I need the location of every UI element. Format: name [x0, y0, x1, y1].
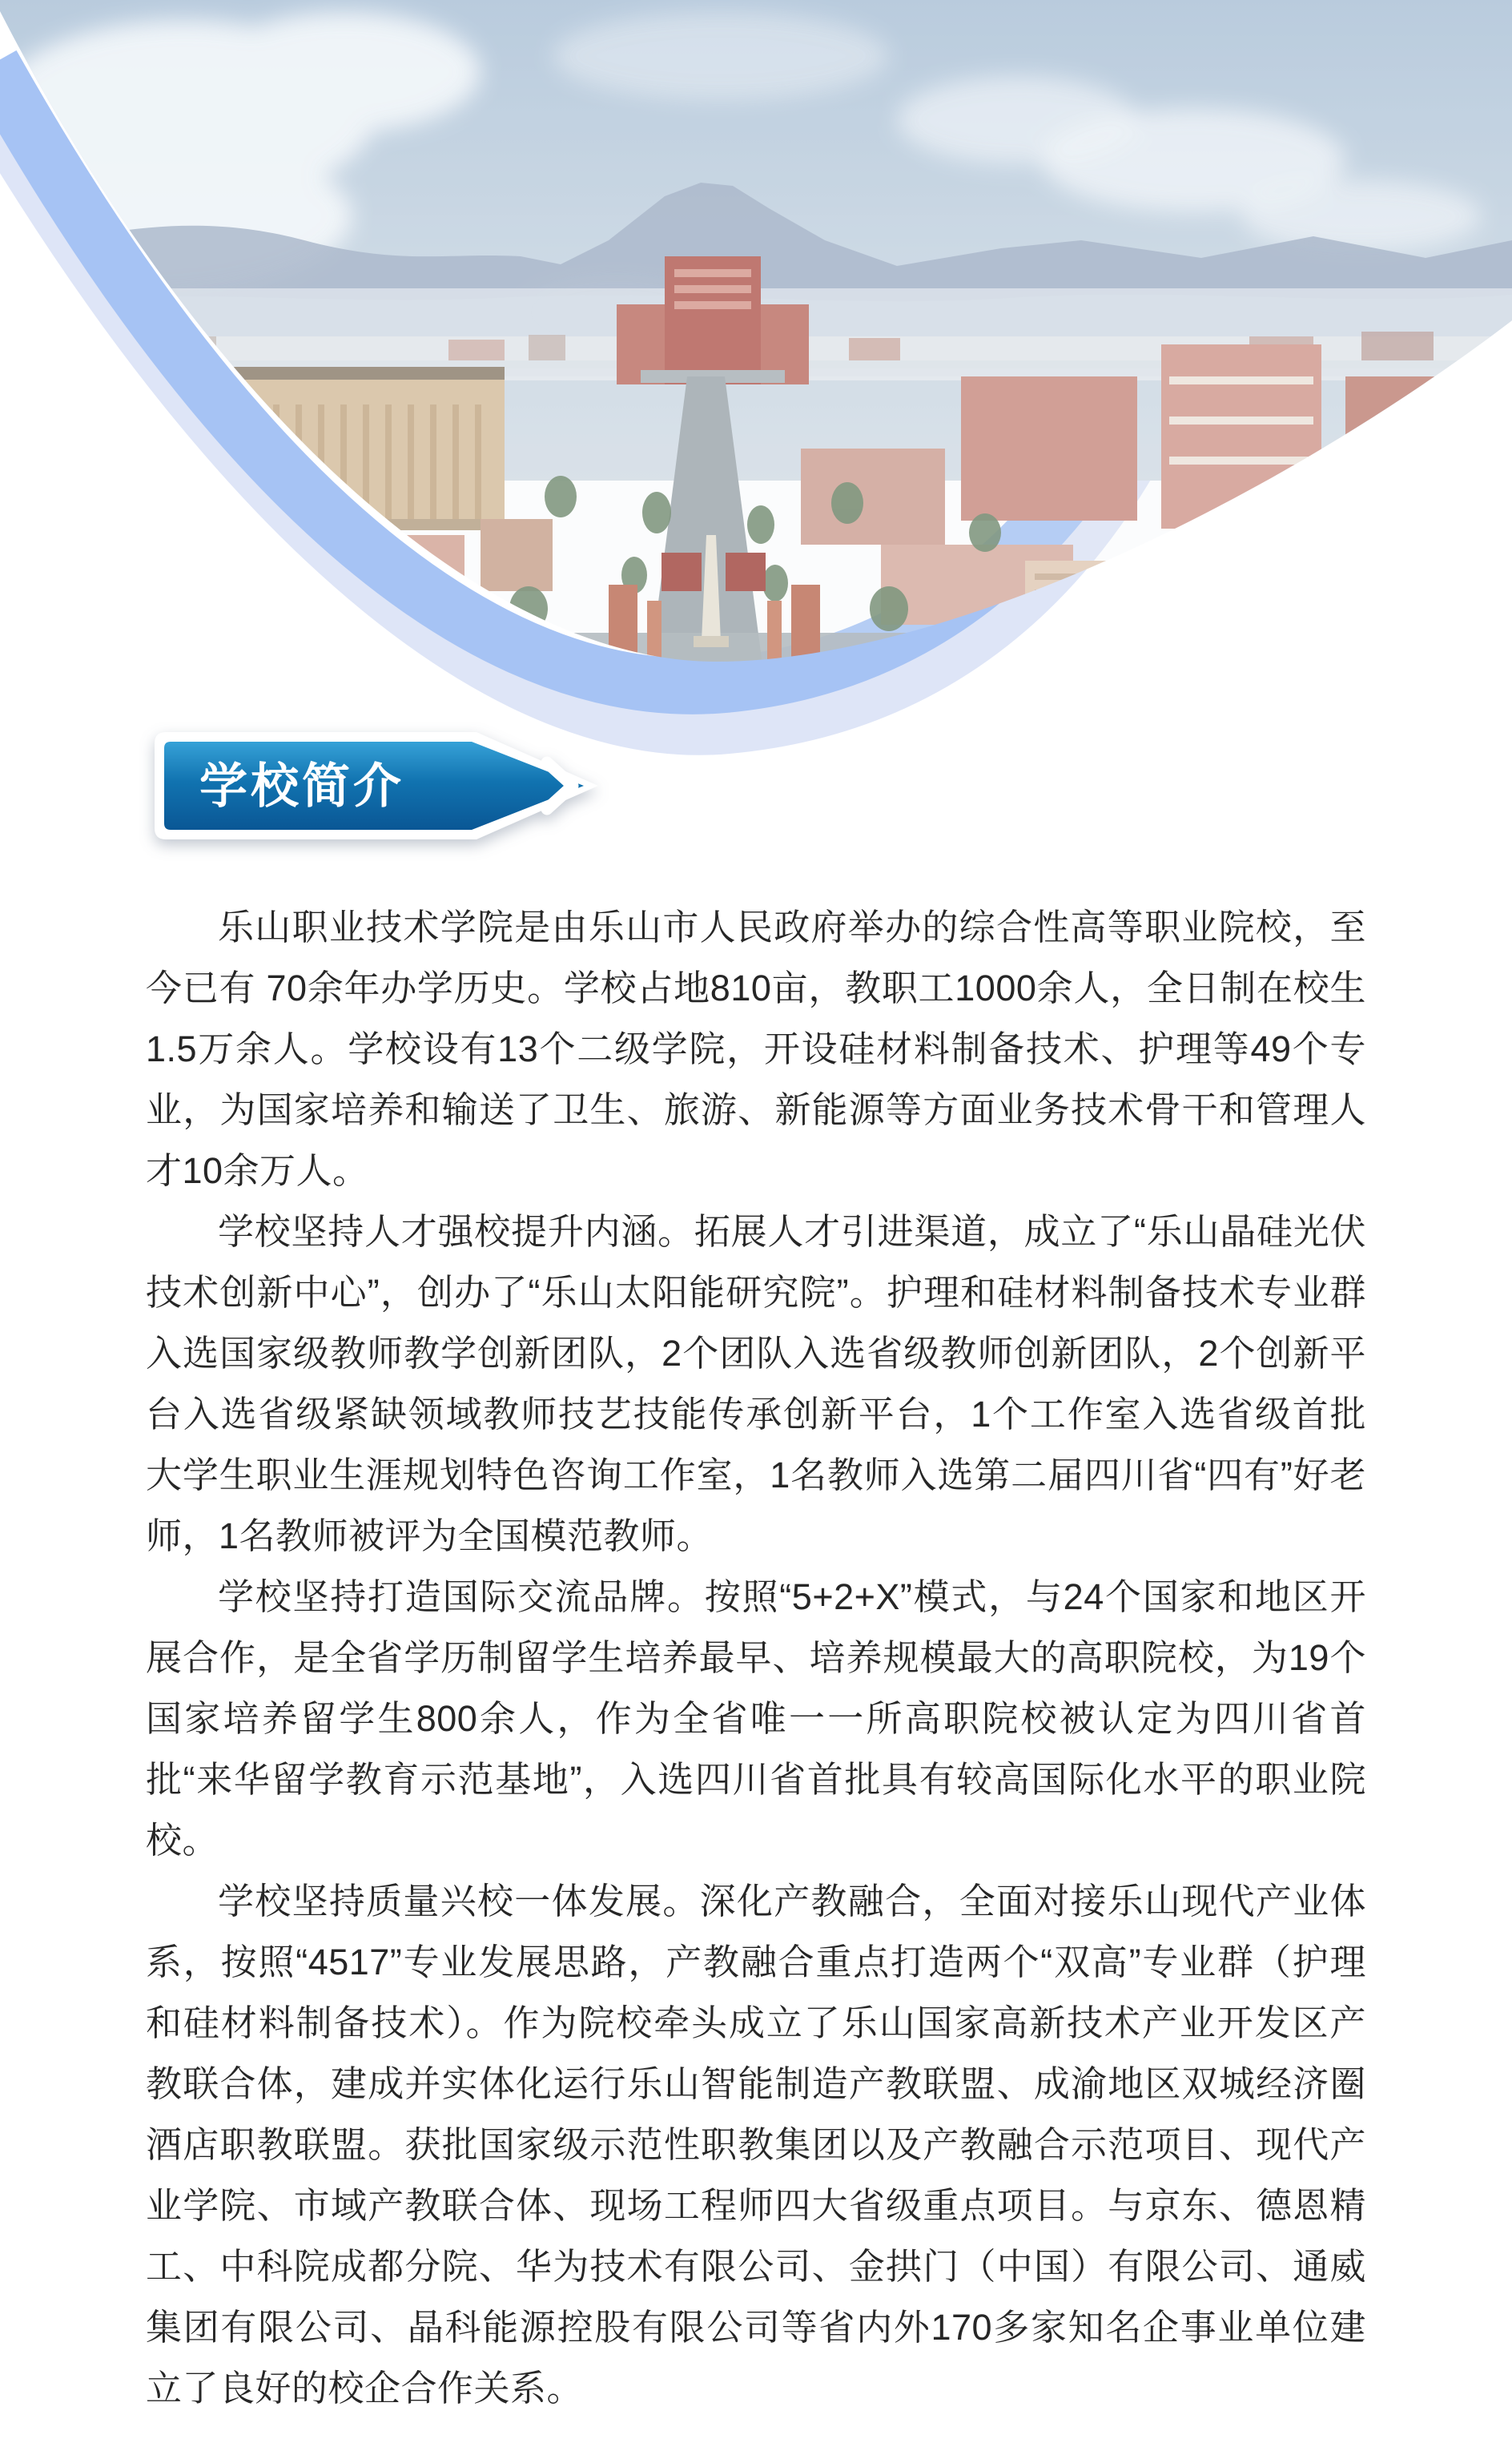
campus-hero-image [0, 0, 1512, 841]
intro-paragraph-3: 学校坚持打造国际交流品牌。按照“5+2+X”模式，与24个国家和地区开展合作，是全省学历制留学生培养最早、培养规模最大的高职院校，为19个国家培养留学生800余人，作为全省唯一一所高职院校被认定为四川省首批“来华留学教育示范基地”，入选四川省首批具有较高国际化水平的职业院校。 [146, 1576, 1366, 1861]
section-badge [147, 726, 611, 846]
intro-paragraph-4: 学校坚持质量兴校一体发展。深化产教融合，全面对接乐山现代产业体系，按照“4517”专业发展思路，产教融合重点打造两个“双高”专业群（护理和硅材料制备技术）。作为院校牵头成立了乐山国家高新技术产业开发区产教联合体，建成并实体化运行乐山智能制造产教联盟、成渝地区双城经济圈酒店职教联盟。获批国家级示范性职教集团以及产教融合示范项目、现代产业学院、市域产教联合体、现场工程师四大省级重点项目。与京东、德恩精工、中科院成都分院、华为技术有限公司、金拱门（中国）有限公司、通威集团有限公司、晶科能源控股有限公司等省内外170多家知名企事业单位建立了良好的校企合作关系。 [146, 1881, 1366, 2409]
intro-paragraph-2: 学校坚持人才强校提升内涵。拓展人才引进渠道，成立了“乐山晶硅光伏技术创新中心”，创办了“乐山太阳能研究院”。护理和硅材料制备技术专业群入选国家级教师教学创新团队，2个团队入选省级教师创新团队，2个创新平台入选省级紧缺领域教师技艺技能传承创新平台，1个工作室入选省级首批大学生职业生涯规划特色咨询工作室，1名教师入选第二届四川省“四有”好老师，1名教师被评为全国模范教师。 [146, 1211, 1367, 1556]
campus-photo-art [0, 0, 1512, 673]
school-introduction-article [146, 897, 1366, 2419]
intro-paragraph-1: 乐山职业技术学院是由乐山市人民政府举办的综合性高等职业院校，至今已有 70余年办学历史。学校占地810亩，教职工1000余人，全日制在校生1.5万余人。学校设有13个二级学院，开设硅材料制备技术、护理等49个专业，为国家培养和输送了卫生、旅游、新能源等方面业务技术骨干和管理人才10余万人。 [146, 907, 1366, 1191]
haze-overlay [0, 0, 1512, 673]
section-title: 学校简介 [199, 759, 404, 813]
